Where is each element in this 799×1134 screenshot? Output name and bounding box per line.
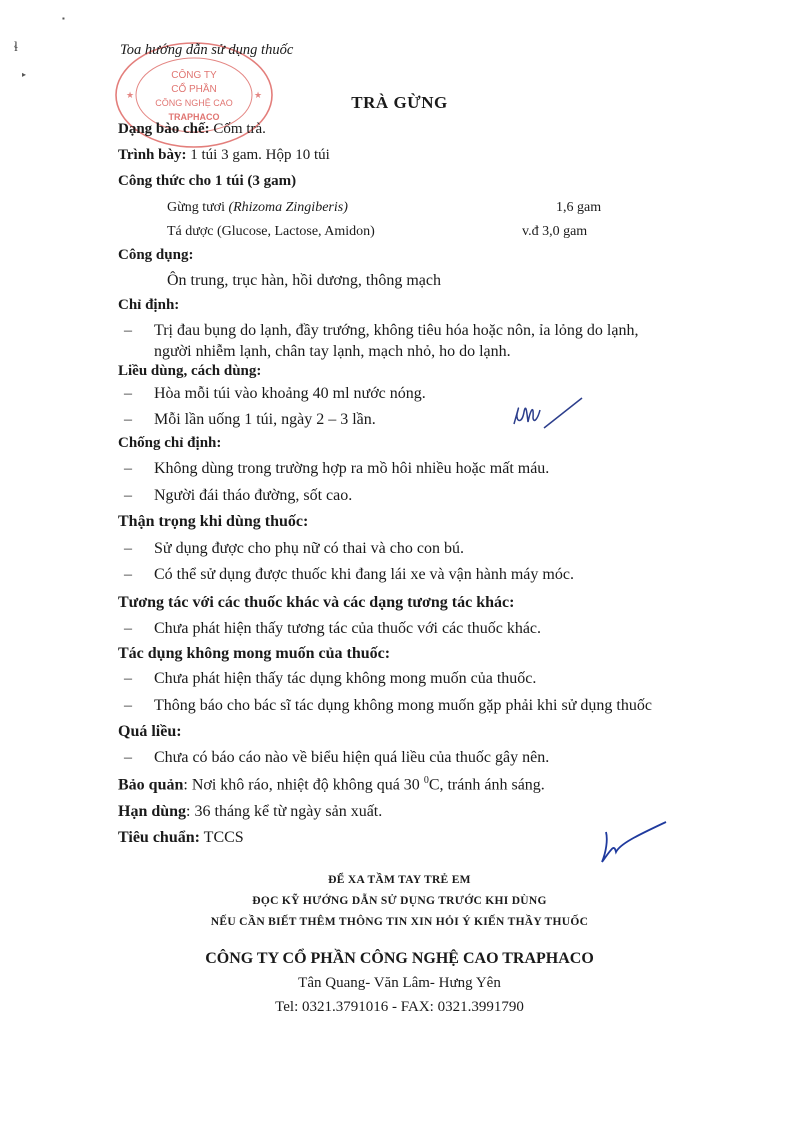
presentation-value: 1 túi 3 gam. Hộp 10 túi: [186, 147, 330, 163]
precautions-text: Có thể sử dụng được thuốc khi đang lái xe và vận hành máy móc.: [154, 566, 574, 583]
stamp-line: CỔ PHẦN: [171, 84, 217, 95]
uses-label: Công dụng:: [118, 247, 194, 263]
signature-mark: [592, 818, 670, 866]
uses-text: Ôn trung, trục hàn, hồi dương, thông mạch: [167, 272, 441, 289]
svg-text:★: ★: [254, 90, 263, 100]
overdose-label: Quá liều:: [118, 723, 182, 740]
warning-line: NẾU CẦN BIẾT THÊM THÔNG TIN XIN HỎI Ý KIẾN THẦY THUỐC: [210, 916, 589, 928]
stamp-line: CÔNG TY: [171, 70, 217, 81]
storage-label: Bảo quản: [118, 776, 184, 794]
standard-text: TCCS: [199, 829, 244, 846]
warning-line: ĐỌC KỸ HƯỚNG DẪN SỬ DỤNG TRƯỚC KHI DÙNG: [252, 895, 547, 907]
shelf-life-text: : 36 tháng kể từ ngày sản xuất.: [186, 803, 383, 820]
ingredient-amount: v.đ 3,0 gam: [522, 224, 588, 239]
dosage-form-label: Dạng bào chế:: [118, 121, 210, 137]
stamp-line: CÔNG NGHỆ CAO: [155, 98, 233, 108]
storage-text: : Nơi khô ráo, nhiệt độ không quá 30: [183, 776, 424, 794]
shelf-life-line: [118, 803, 382, 821]
standard-label: Tiêu chuẩn:: [118, 829, 200, 846]
indications-continuation: người nhiễm lạnh, chân tay lạnh, mạch nhỏ, ho do lạnh.: [154, 343, 511, 360]
dosage-text: Mỗi lần uống 1 túi, ngày 2 – 3 lần.: [154, 411, 376, 428]
dosage-label: [118, 363, 261, 380]
side-effects-item: – Chưa phát hiện thấy tác dụng không mong muốn của thuốc.: [124, 670, 537, 687]
contraindications-text: Không dùng trong trường hợp ra mồ hôi nhiều hoặc mất máu.: [154, 460, 550, 477]
stamp-line: TRAPHACO: [168, 112, 220, 122]
dosage-item: – Mỗi lần uống 1 túi, ngày 2 – 3 lần.: [124, 411, 376, 428]
side-effects-label: Tác dụng không mong muốn của thuốc:: [118, 645, 391, 662]
svg-text:★: ★: [126, 90, 135, 100]
side-effects-item: – Thông báo cho bác sĩ tác dụng không mong muốn gặp phải khi sử dụng thuốc: [124, 697, 652, 714]
contraindications-text: Người đái tháo đường, sốt cao.: [154, 487, 353, 504]
indications-text: Trị đau bụng do lạnh, đầy trướng, không tiêu hóa hoặc nôn, ỉa lỏng do lạnh,: [154, 322, 639, 339]
degree-sup: 0: [423, 775, 429, 786]
formula-ingredient: [167, 200, 348, 216]
interactions-text: Chưa phát hiện thấy tương tác của thuốc với các thuốc khác.: [154, 620, 542, 637]
handwritten-initials: [508, 388, 586, 440]
side-effects-text: Thông báo cho bác sĩ tác dụng không mong muốn gặp phải khi sử dụng thuốc: [154, 697, 652, 714]
indications-item: – Trị đau bụng do lạnh, đầy trướng, không tiêu hóa hoặc nôn, ỉa lỏng do lạnh,: [124, 322, 639, 339]
presentation-label: Trình bày:: [118, 147, 187, 163]
contraindications-item: – Không dùng trong trường hợp ra mồ hôi nhiều hoặc mất máu.: [124, 460, 550, 477]
scan-mark: ▪: [62, 14, 65, 23]
presentation-line: [118, 147, 330, 164]
warning-line: ĐỂ XA TẦM TAY TRẺ EM: [328, 874, 471, 886]
interactions-item: – Chưa phát hiện thấy tương tác của thuốc với các thuốc khác.: [124, 620, 542, 637]
ingredient-name: Gừng tươi: [167, 200, 229, 215]
precautions-item: – Sử dụng được cho phụ nữ có thai và cho con bú.: [124, 540, 464, 557]
scan-mark: ▸: [22, 70, 27, 79]
ingredient-name: Tá dược (Glucose, Lactose, Amidon): [167, 224, 375, 239]
storage-line: [118, 775, 545, 794]
dosage-form-line: [118, 121, 266, 138]
interactions-label: Tương tác với các thuốc khác và các dạng tương tác khác:: [118, 594, 515, 611]
company-address: Tân Quang- Văn Lâm- Hưng Yên: [298, 975, 501, 991]
precautions-text: Sử dụng được cho phụ nữ có thai và cho con bú.: [154, 540, 464, 557]
standard-line: [118, 829, 244, 847]
header-note: Toa hướng dẫn sử dụng thuốc: [120, 42, 294, 58]
precautions-item: – Có thể sử dụng được thuốc khi đang lái xe và vận hành máy móc.: [124, 566, 574, 583]
indications-label: Chỉ định:: [118, 297, 180, 313]
overdose-text: Chưa có báo cáo nào về biểu hiện quá liều của thuốc gây nên.: [154, 749, 550, 766]
storage-text-end: C, tránh ánh sáng.: [428, 776, 545, 794]
dosage-item: – Hòa mỗi túi vào khoảng 40 ml nước nóng.: [124, 385, 426, 402]
scan-mark: ɬ: [14, 40, 18, 55]
precautions-label: Thận trọng khi dùng thuốc:: [118, 513, 309, 530]
page-title: TRÀ GỪNG: [351, 93, 448, 112]
dosage-form-value: Cốm trà.: [209, 121, 266, 137]
formula-label: Công thức cho 1 túi (3 gam): [118, 173, 297, 189]
dosage-label-text: Liều dùng, cách dùng:: [118, 363, 262, 379]
contraindications-label: Chống chỉ định:: [118, 435, 222, 451]
dosage-text: Hòa mỗi túi vào khoảng 40 ml nước nóng.: [154, 385, 426, 402]
ingredient-latin: (Rhizoma Zingiberis): [228, 200, 348, 215]
company-phone: Tel: 0321.3791016 - FAX: 0321.3991790: [275, 999, 524, 1015]
side-effects-text: Chưa phát hiện thấy tác dụng không mong muốn của thuốc.: [154, 670, 537, 687]
overdose-item: – Chưa có báo cáo nào về biểu hiện quá liều của thuốc gây nên.: [124, 749, 550, 766]
company-name: CÔNG TY CỔ PHẦN CÔNG NGHỆ CAO TRAPHACO: [205, 950, 594, 967]
shelf-life-label: Hạn dùng: [118, 803, 187, 820]
ingredient-amount: 1,6 gam: [556, 200, 602, 215]
contraindications-item: – Người đái tháo đường, sốt cao.: [124, 487, 353, 504]
